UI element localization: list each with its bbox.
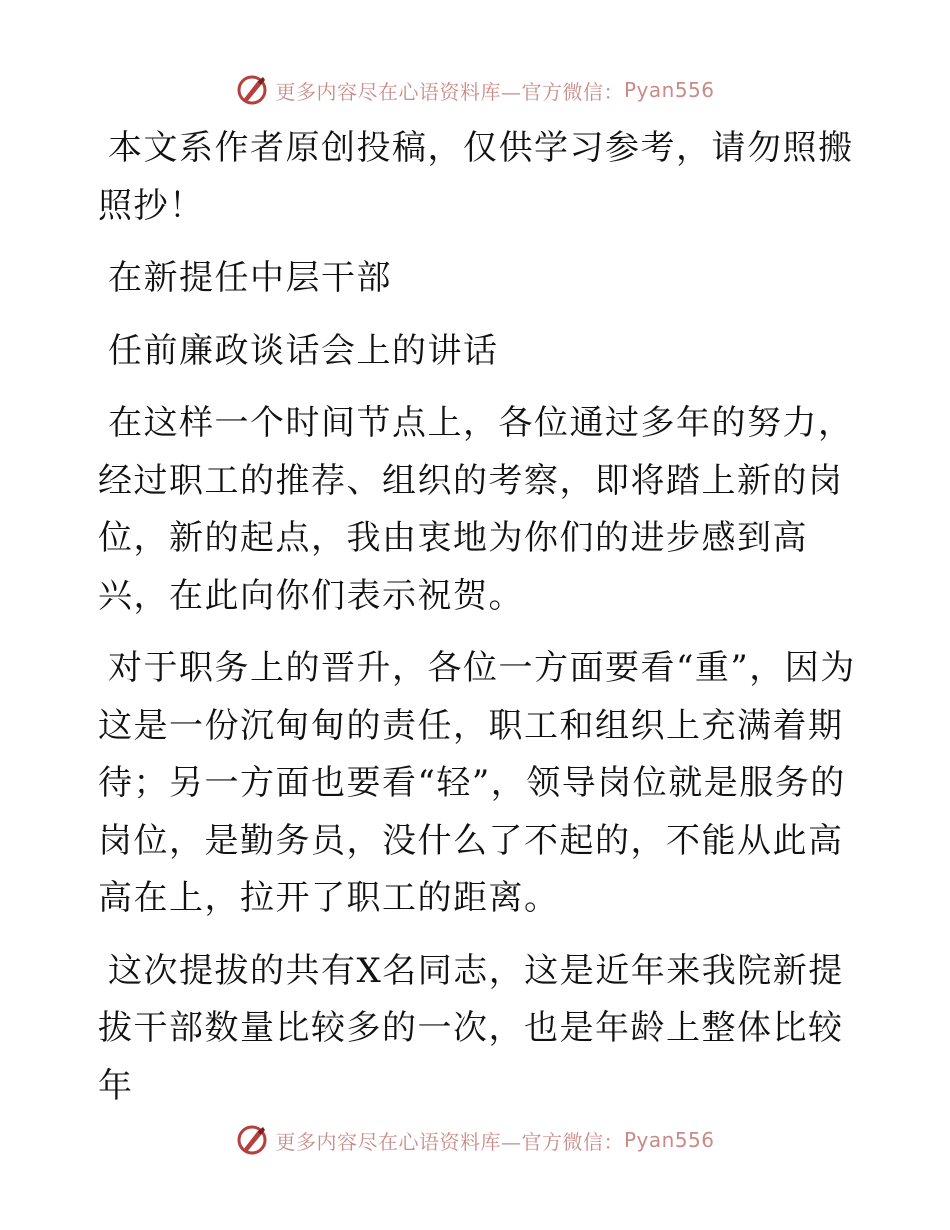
quill-pen-logo-icon (235, 1123, 269, 1157)
header-banner-text: 更多内容尽在心语资料库—官方微信： (275, 79, 624, 104)
footer-wechat-id: Pyan556 (623, 1128, 715, 1152)
footer-banner-text: 更多内容尽在心语资料库—官方微信： (275, 1129, 624, 1154)
quill-pen-logo-icon (235, 73, 269, 107)
paragraph: 在这样一个时间节点上，各位通过多年的努力，经过职工的推荐、组织的考察，即将踏上新的岗位，新的起点，我由衷地为你们的进步感到高兴，在此向你们表示祝贺。 (98, 403, 854, 616)
paragraph: 对于职务上的晋升，各位一方面要看“重”，因为这是一份沉甸甸的责任，职工和组织上充满着期待；另一方面也要看“轻”，领导岗位就是服务的岗位，是勤务员，没什么了不起的，不能从此高高在上，拉开了职工的距离。 (98, 648, 856, 918)
document-body (98, 120, 858, 1130)
header-banner (0, 70, 950, 110)
footer-banner (0, 1120, 950, 1160)
paragraph: 本文系作者原创投稿，仅供学习参考，请勿照搬照抄！ (98, 128, 854, 226)
header-wechat-id: Pyan556 (623, 78, 715, 102)
speech-title-line-2: 任前廉政谈话会上的讲话 (108, 330, 499, 371)
speech-title-line-1: 在新提任中层干部 (108, 258, 392, 298)
paragraph: 这次提拔的共有X名同志，这是近年来我院新提拔干部数量比较多的一次，也是年龄上整体比较年 (98, 950, 844, 1106)
